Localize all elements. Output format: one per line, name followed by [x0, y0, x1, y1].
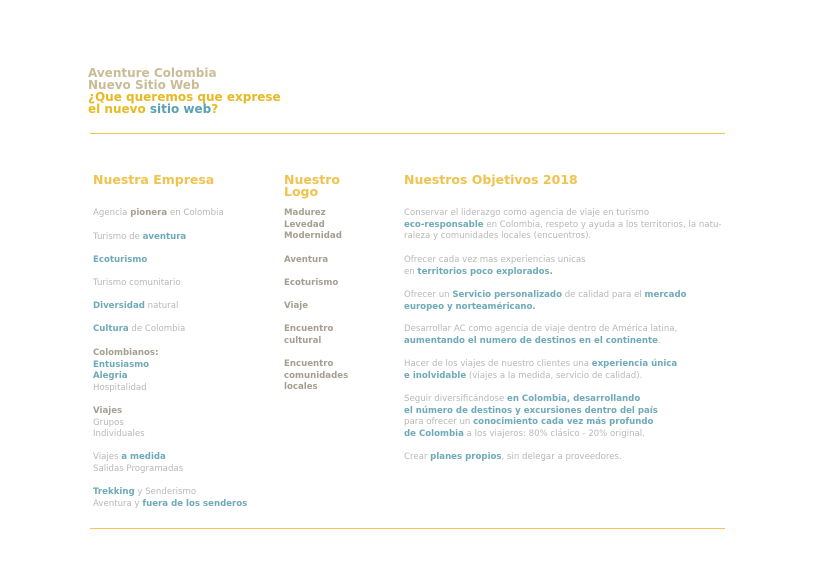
highlight: Trekking	[93, 487, 135, 497]
highlight: europeo y norteaméricano.	[404, 301, 536, 312]
text: Agencia	[93, 208, 131, 218]
text: Encuentro	[284, 359, 334, 369]
text: Individuales	[93, 429, 145, 439]
empresa-item	[93, 324, 185, 336]
text: , sin delegar a proveedores.	[501, 452, 622, 462]
text: locales	[284, 382, 318, 392]
logo-column	[284, 174, 384, 404]
text: Nuestro	[284, 172, 341, 187]
question-highlight: sitio web	[149, 102, 212, 116]
text: Viajes	[93, 452, 122, 462]
text: Grupos	[93, 417, 124, 428]
empresa-title: Nuestra Empresa	[93, 172, 215, 187]
highlight: el número de destinos y excursiones dentro del país	[404, 405, 658, 416]
top-divider	[90, 133, 725, 134]
empresa-item	[93, 452, 183, 475]
objetivos-title: Nuestros Objetivos 2018	[404, 172, 578, 187]
highlight: aumentando el numero de destinos en el continente	[404, 335, 658, 346]
highlight: experiencia única	[591, 359, 678, 369]
text: cultural	[284, 335, 322, 346]
empresa-column	[93, 174, 273, 519]
project-title: Nuevo Sitio Web	[88, 78, 200, 92]
text: Turismo comunitario	[93, 278, 181, 288]
highlight: planes propios	[430, 452, 502, 462]
bottom-divider	[90, 528, 725, 529]
text: en	[404, 266, 418, 277]
brand-title: Aventure Colombia	[88, 66, 217, 80]
text: en Colombia, respeto y ayuda a los territorios, la natu-	[483, 219, 722, 230]
highlight: de Colombia	[404, 428, 464, 439]
logo-item: Ecoturismo	[284, 278, 339, 288]
text: Hacer de los viajes de nuestro clientes una	[404, 359, 592, 369]
text: Salidas Programadas	[93, 463, 184, 474]
text: Ofrecer un	[404, 290, 453, 300]
empresa-item	[93, 487, 247, 510]
text: .	[657, 335, 661, 346]
logo-item	[284, 324, 333, 347]
highlight: Servicio personalizado	[452, 290, 562, 300]
highlight: Entusiasmo	[93, 359, 150, 370]
text: Madurez	[284, 208, 326, 218]
text: en Colombia	[167, 208, 224, 218]
text: comunidades	[284, 370, 349, 381]
question-line-2	[88, 103, 281, 115]
header	[88, 67, 281, 115]
highlight: Alegria	[93, 371, 128, 381]
logo-title	[284, 174, 384, 198]
highlight: Cultura	[93, 324, 129, 334]
empresa-item	[93, 406, 145, 441]
question-text: el nuevo	[88, 102, 150, 116]
text: de Colombia	[128, 324, 186, 334]
question-mark: ?	[211, 102, 219, 116]
highlight: en Colombia, desarrollando	[506, 394, 641, 404]
text: Aventura y	[93, 498, 143, 509]
text: Crear	[404, 452, 431, 462]
objetivos-column	[404, 174, 739, 474]
empresa-item	[93, 348, 159, 394]
text: para ofrecer un	[404, 417, 474, 427]
logo-item	[284, 359, 348, 394]
text: y Senderismo	[134, 487, 197, 497]
highlight: eco-responsable	[404, 219, 484, 230]
text: Conservar el liderazgo como agencia de viaje en turismo	[404, 208, 650, 218]
highlight: pionera	[130, 208, 168, 218]
objective-4	[404, 324, 677, 347]
text: Modernidad	[284, 231, 342, 241]
objective-2	[404, 255, 586, 278]
text: Ofrecer cada vez mas experiencias unicas	[404, 255, 586, 265]
highlight: Diversidad	[93, 301, 145, 311]
empresa-item	[93, 278, 181, 290]
question-line-1: ¿Que queremos que exprese	[88, 90, 281, 104]
objective-5	[404, 359, 677, 382]
logo-item	[284, 208, 342, 243]
text: de calidad para el	[561, 290, 645, 300]
empresa-item	[93, 301, 178, 313]
empresa-item	[93, 255, 147, 267]
text: Seguir diversificándose	[404, 394, 507, 404]
label: Colombianos:	[93, 348, 159, 358]
highlight: e inolvidable	[404, 370, 467, 381]
logo-item: Viaje	[284, 301, 309, 311]
highlight: aventura	[142, 232, 187, 242]
text: (viajes a la medida, servicio de calidad).	[466, 370, 643, 381]
text: Desarrollar AC como agencia de viaje dentro de América latina,	[404, 324, 678, 334]
text: Encuentro	[284, 324, 334, 334]
text: natural	[144, 301, 179, 311]
logo-item: Aventura	[284, 255, 329, 265]
objective-6	[404, 394, 658, 440]
text: a los viajeros: 80% clásico - 20% original.	[463, 428, 645, 439]
highlight: territorios poco explorados.	[417, 266, 553, 277]
objective-1	[404, 208, 722, 243]
text: Logo	[284, 184, 319, 199]
text: raleza y comunidades locales (encuentros).	[404, 231, 592, 241]
text: Turismo de	[93, 232, 143, 242]
text: Levedad	[284, 219, 325, 230]
highlight: a medida	[121, 452, 166, 462]
highlight: conocimiento cada vez más profundo	[473, 417, 654, 427]
objective-3	[404, 290, 687, 313]
highlight: Ecoturismo	[93, 255, 148, 265]
highlight: mercado	[644, 290, 687, 300]
empresa-item	[93, 208, 224, 220]
highlight: fuera de los senderos	[142, 498, 248, 509]
label: Viajes	[93, 406, 123, 416]
objective-7	[404, 452, 622, 464]
text: Hospitalidad	[93, 382, 147, 393]
empresa-item	[93, 232, 186, 244]
